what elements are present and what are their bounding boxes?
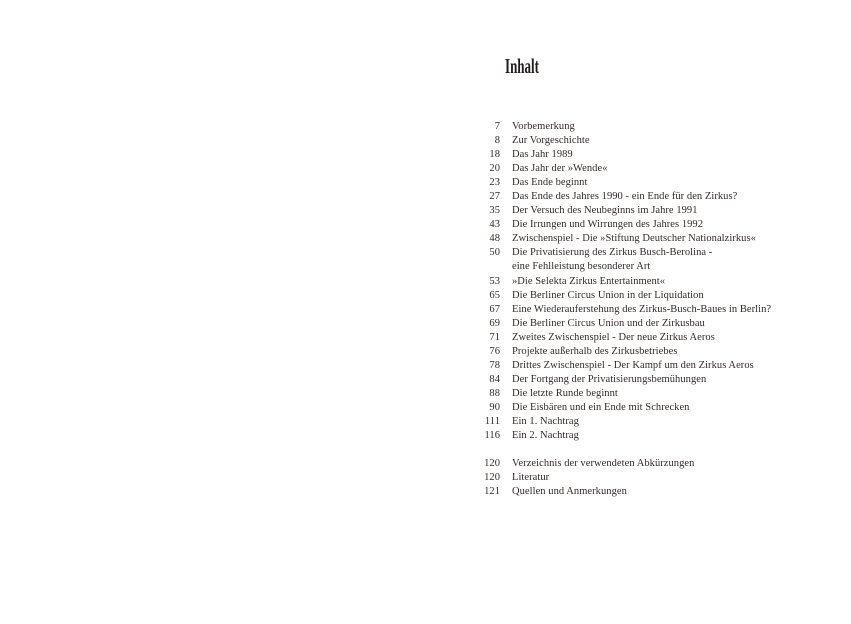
toc-page-number: 90 <box>489 401 500 413</box>
toc-page-number: 120 <box>484 472 500 484</box>
toc-page-number: 121 <box>484 486 500 498</box>
toc-entry <box>0 359 851 373</box>
toc-page-number: 18 <box>489 149 500 161</box>
toc-entry-title <box>500 190 737 204</box>
toc-entry-line: Zweites Zwischenspiel - Der neue Zirkus Aeros <box>512 331 715 343</box>
toc-entry-title <box>500 359 754 373</box>
toc-entry-line: Verzeichnis der verwendeten Abkürzungen <box>512 458 695 469</box>
toc-page-number: 69 <box>489 317 500 329</box>
toc-page-number: 8 <box>494 135 500 147</box>
toc-entry-title <box>500 331 715 345</box>
toc-entry-title <box>500 373 706 387</box>
toc-entry <box>0 415 851 429</box>
toc-entry-line: Der Versuch des Neubeginns im Jahre 1991 <box>512 205 698 217</box>
toc-page-number: 65 <box>489 289 500 301</box>
toc-entry-line: Die Eisbären und ein Ende mit Schrecken <box>512 401 690 413</box>
toc-page-number: 78 <box>489 359 500 371</box>
toc-entry <box>0 317 851 331</box>
toc-page-number: 53 <box>489 275 500 287</box>
toc-entry-title <box>500 246 712 274</box>
toc-entry-title <box>500 303 771 317</box>
toc-entry-line: Ein 2. Nachtrag <box>512 430 579 442</box>
toc-entry <box>0 232 851 246</box>
toc-entry-line: Eine Wiederauferstehung des Zirkus-Busch-Baues in Berlin? <box>512 303 772 315</box>
toc-entry-title <box>500 120 575 134</box>
toc-entry <box>0 457 851 471</box>
toc-entry <box>0 190 851 204</box>
toc-entry <box>0 471 851 485</box>
toc-entry-title <box>500 204 698 218</box>
page-title: Inhalt <box>505 54 540 78</box>
toc-entry-line: Die Privatisierung des Zirkus Busch-Berolina - <box>512 247 713 259</box>
toc-entry-line: Das Jahr der »Wende« <box>512 163 608 175</box>
toc-page-number: 120 <box>484 458 500 469</box>
toc-page-number: 111 <box>484 415 500 427</box>
toc-page-number: 116 <box>484 430 500 442</box>
toc-entry-line: eine Fehlleistung besonderer Art <box>512 261 651 273</box>
toc-page-number: 27 <box>489 191 500 203</box>
toc-entry-title <box>500 415 579 429</box>
toc-page-number: 20 <box>489 163 500 175</box>
toc-main-list <box>0 120 851 443</box>
toc-entry-title <box>500 134 590 148</box>
toc-entry-line: Ein 1. Nachtrag <box>512 415 579 427</box>
toc-page-number: 43 <box>489 219 500 231</box>
toc-entry-title <box>500 317 705 331</box>
toc-entry-title <box>500 387 618 401</box>
toc-entry <box>0 148 851 162</box>
toc-entry-title <box>500 232 756 246</box>
toc-entry-line: Quellen und Anmerkungen <box>512 486 627 498</box>
toc-entry-line: Zur Vorgeschichte <box>512 135 590 147</box>
toc-entry-title <box>500 148 573 162</box>
toc-page-number: 23 <box>489 177 500 189</box>
toc-entry <box>0 485 851 499</box>
toc-page-number: 88 <box>489 387 500 399</box>
toc-entry <box>0 345 851 359</box>
toc-entry-title <box>500 457 694 471</box>
toc-entry <box>0 120 851 134</box>
toc-entry-line: Das Ende des Jahres 1990 - ein Ende für den Zirkus? <box>512 191 738 203</box>
toc-entry-title <box>500 275 665 289</box>
toc-entry <box>0 275 851 289</box>
toc-page-number: 48 <box>489 233 500 245</box>
toc-entry-line: Die letzte Runde beginnt <box>512 387 618 399</box>
toc-entry-line: Projekte außerhalb des Zirkusbetriebes <box>512 345 678 357</box>
toc-entry-title <box>500 429 579 443</box>
toc-entry-title <box>500 176 587 190</box>
toc-entry-title <box>500 485 627 499</box>
toc-backmatter-list <box>0 457 851 499</box>
toc-entry-title <box>500 218 703 232</box>
toc-page-number: 7 <box>494 121 500 132</box>
toc-entry-title <box>500 401 689 415</box>
toc-page-number: 67 <box>489 303 500 315</box>
toc-entry <box>0 176 851 190</box>
toc-entry-line: Vorbemerkung <box>512 121 575 132</box>
toc-entry-line: Der Fortgang der Privatisierungsbemühungen <box>512 373 707 385</box>
toc-entry <box>0 162 851 176</box>
toc-entry <box>0 204 851 218</box>
toc-entry-title <box>500 289 704 303</box>
toc-entry <box>0 401 851 415</box>
toc-entry-line: Die Berliner Circus Union in der Liquidation <box>512 289 704 301</box>
toc-page-number: 76 <box>489 345 500 357</box>
toc-entry-line: Das Ende beginnt <box>512 177 588 189</box>
toc-entry-line: Das Jahr 1989 <box>512 149 573 161</box>
toc-entry <box>0 303 851 317</box>
toc-entry <box>0 218 851 232</box>
toc-entry-title <box>500 162 608 176</box>
toc-entry <box>0 373 851 387</box>
toc-entry <box>0 134 851 148</box>
toc-page-number: 84 <box>489 373 500 385</box>
toc-entry-title <box>500 471 549 485</box>
toc-entry-line: Literatur <box>512 472 550 484</box>
toc-entry-line: Drittes Zwischenspiel - Der Kampf um den Zirkus Aeros <box>512 359 754 371</box>
toc-entry-line: »Die Selekta Zirkus Entertainment« <box>512 275 666 287</box>
toc-page-number: 71 <box>489 331 500 343</box>
toc-entry <box>0 387 851 401</box>
toc-entry <box>0 289 851 303</box>
toc-page-number: 35 <box>489 205 500 217</box>
toc-entry-line: Die Irrungen und Wirrungen des Jahres 1992 <box>512 219 704 231</box>
toc-entry <box>0 246 851 274</box>
toc-page-number: 50 <box>489 247 500 259</box>
toc-entry-line: Zwischenspiel - Die »Stiftung Deutscher Nationalzirkus« <box>512 233 756 245</box>
toc-entry <box>0 429 851 443</box>
toc-entry-title <box>500 345 677 359</box>
toc-entry <box>0 331 851 345</box>
toc-entry-line: Die Berliner Circus Union und der Zirkusbau <box>512 317 705 329</box>
